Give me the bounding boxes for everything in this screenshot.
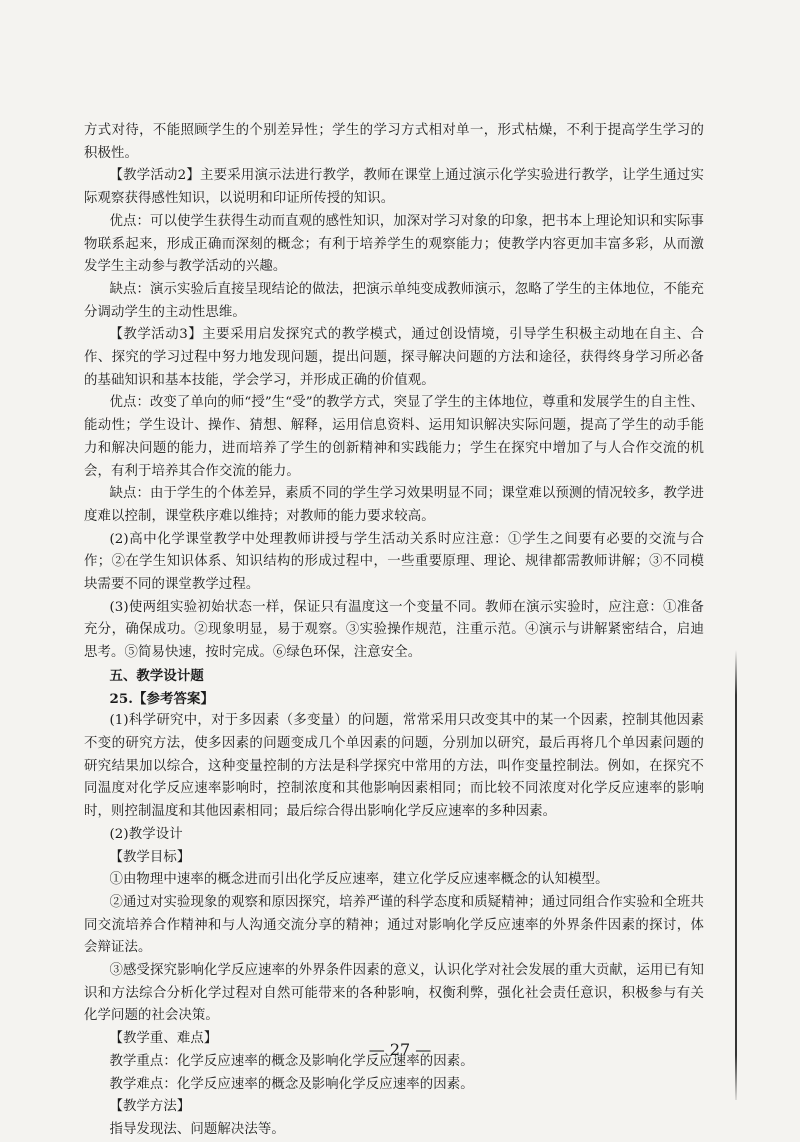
paragraph: ①由物理中速率的概念进而引出化学反应速率，建立化学反应速率概念的认知模型。: [109, 872, 609, 888]
paragraph: 【教学活动2】主要采用演示法进行教学，教师在课堂上通过演示化学实验进行教学，让学生通过实际观察获得感性知识，以说明和印证所传授的知识。: [84, 168, 704, 207]
paragraph: 优点：可以使学生获得生动而直观的感性知识，加深对学习对象的印象，把书本上理论知识和实际事物联系起来，形成正确而深刻的概念；有利于培养学生的观察能力；使教学内容更加丰富多彩，从而激发学生主动参与教学活动的兴趣。: [84, 213, 704, 275]
scan-edge-line: [735, 650, 737, 1100]
paragraph: 优点：改变了单向的师“授”生“受”的教学方式，突显了学生的主体地位，尊重和发展学生的自主性、能动性；学生设计、操作、猜想、解释，运用信息资料、运用知识解决实际问题，提高了学生的动手能力和解决问题的能力，进而培养了学生的创新精神和实践能力；学生在探究中增加了与人合作交流的机会，有利于培养其合作交流的能力。: [84, 395, 704, 479]
paragraph: (2)教学设计: [109, 826, 183, 842]
paragraph: (2)高中化学课堂教学中处理教师讲授与学生活动关系时应注意：①学生之间要有必要的交流与合作；②在学生知识体系、知识结构的形成过程中，一些重要原理、理论、规律都需教师讲解；③不同模块需要不同的课堂教学过程。: [84, 531, 704, 593]
paragraph: 教学重点：化学反应速率的概念及影响化学反应速率的因素。: [109, 1053, 474, 1069]
section-heading: 五、教学设计题: [109, 667, 204, 684]
paragraph: 方式对待，不能照顾学生的个别差异性；学生的学习方式相对单一，形式枯燥，不利于提高学生学习的积极性。: [84, 123, 704, 161]
paragraph: 缺点：演示实验后直接呈现结论的做法，把演示单纯变成教师演示，忽略了学生的主体地位，不能充分调动学生的主动性思维。: [84, 281, 704, 320]
paragraph: ②通过对实验现象的观察和原因探究，培养严谨的科学态度和质疑精神；通过同组合作实验和全班共同交流培养合作精神和与人沟通交流分享的精神；通过对影响化学反应速率的外界条件因素的探讨，体会辩证法。: [84, 894, 704, 956]
page-number: — 27 —: [368, 1040, 432, 1059]
paragraph: 缺点：由于学生的个体差异，素质不同的学生学习效果明显不同；课堂难以预测的情况较多，教学进度难以控制，课堂秩序难以维持；对教师的能力要求较高。: [84, 486, 704, 524]
paragraph: (1)科学研究中，对于多因素（多变量）的问题，常常采用只改变其中的某一个因素，控制其他因素不变的研究方法，使多因素的问题变成几个单因素的问题，分别加以研究，最后再将几个单因素问题的研究结果加以综合，这种变量控制的方法是科学探究中常用的方法，叫作变量控制法。例如，在探究不同温度对化学反应速率影响时，控制浓度和其他影响因素相同；而比较不同浓度对化学反应速率的影响时，则控制温度和其他因素相同；最后综合得出影响化学反应速率的多种因素。: [84, 713, 704, 820]
paragraph: 指导发现法、问题解决法等。: [109, 1121, 285, 1137]
paragraph: 【教学重、难点】: [109, 1031, 218, 1047]
paragraph: 教学难点：化学反应速率的概念及影响化学反应速率的因素。: [109, 1076, 474, 1092]
paragraph: (3)使两组实验初始状态一样，保证只有温度这一个变量不同。教师在演示实验时，应注意：①准备充分，确保成功。②现象明显，易于观察。③实验操作规范，注重示范。④演示与讲解紧密结合，启迪思考。⑤简易快速，按时完成。⑥绿色环保，注意安全。: [84, 599, 704, 661]
paragraph: 【教学方法】: [109, 1099, 191, 1115]
paragraph: ③感受探究影响化学反应速率的外界条件因素的意义，认识化学对社会发展的重大贡献，运用已有知识和方法综合分析化学过程对自然可能带来的各种影响，权衡利弊，强化社会责任意识，积极参与有关化学问题的社会决策。: [84, 963, 704, 1024]
document-body: [84, 120, 704, 1142]
paragraph: 【教学活动3】主要采用启发探究式的教学模式，通过创设情境，引导学生积极主动地在自主、合作、探究的学习过程中努力地发现问题，提出问题，探寻解决问题的方法和途径，获得终身学习所必备的基础知识和基本技能，学会学习，并形成正确的价值观。: [84, 327, 704, 388]
section-heading: 25.【参考答案】: [109, 690, 214, 707]
paragraph: 【教学目标】: [109, 849, 191, 865]
